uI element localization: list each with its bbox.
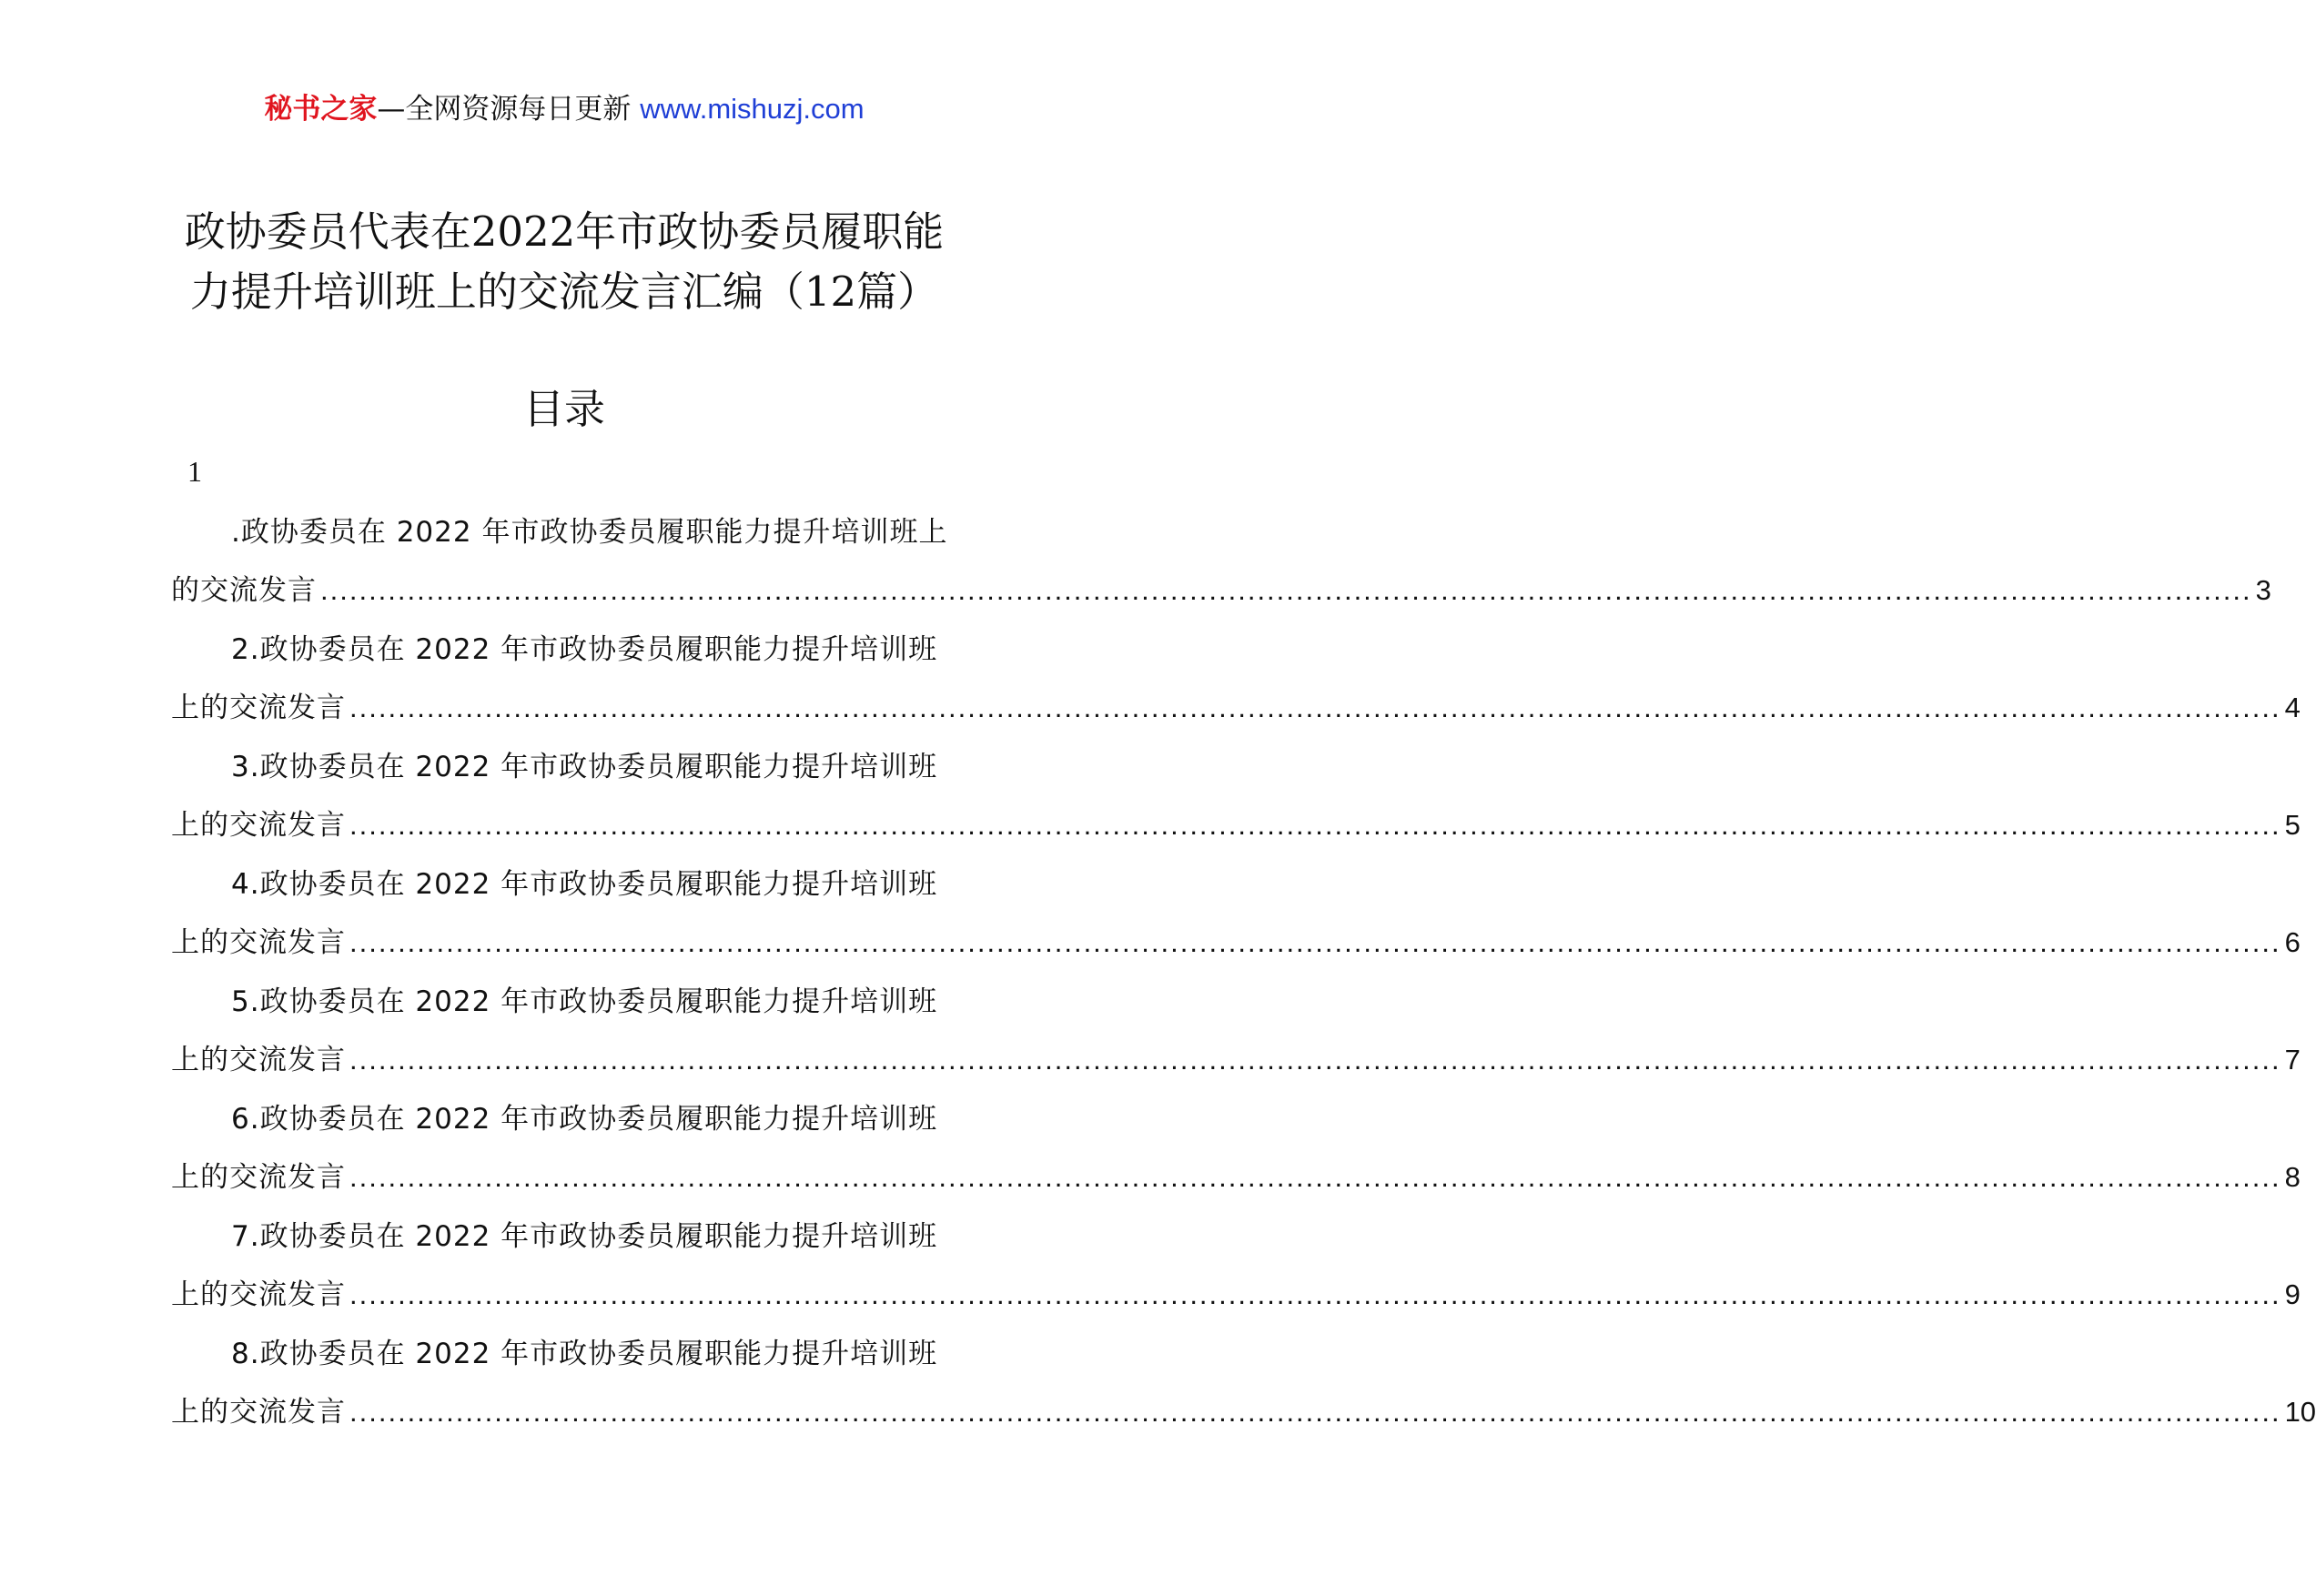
toc-page-number: 8	[2284, 1161, 2301, 1193]
toc-dot-leader: ........................................................................................................................................................................................................	[349, 692, 2281, 723]
toc-entry-title-line2	[171, 679, 2301, 737]
toc-page-number: 3	[2255, 574, 2271, 606]
site-url-link[interactable]: www.mishuzj.com	[640, 93, 865, 125]
title-line-1: 政协委员代表在2022年市政协委员履职能	[184, 207, 945, 256]
toc-dot-leader: ........................................................................................................................................................................................................	[349, 1161, 2281, 1193]
toc-dot-leader: ........................................................................................................................................................................................................	[320, 574, 2252, 606]
toc-page-number: 10	[2284, 1396, 2316, 1428]
toc-entry-title-line2	[171, 1266, 2301, 1324]
header-tagline: —全网资源每日更新	[377, 93, 632, 126]
toc-entry[interactable]	[171, 503, 2271, 621]
toc-entry-title-line1: 8.政协委员在 2022 年市政协委员履职能力提升培训班	[231, 1338, 938, 1370]
toc-entry-title-line1: .政协委员在 2022 年市政协委员履职能力提升培训班上	[231, 516, 948, 549]
toc-entry-title-tail: 上的交流发言	[171, 1044, 346, 1076]
toc-entry-title-line1: 2.政协委员在 2022 年市政协委员履职能力提升培训班	[231, 633, 938, 666]
toc-entry-title-line2	[171, 561, 2271, 620]
title-line-2: 力提升培训班上的交流发言汇编（12篇）	[189, 268, 939, 316]
table-of-contents	[171, 503, 2316, 1442]
toc-stray-number: 1	[187, 455, 202, 488]
toc-entry[interactable]	[171, 738, 2301, 855]
toc-entry[interactable]	[171, 1325, 2316, 1442]
toc-entry-title-line2	[171, 796, 2301, 854]
toc-dot-leader: ........................................................................................................................................................................................................	[349, 926, 2281, 958]
toc-entry[interactable]	[171, 973, 2301, 1090]
document-title	[137, 202, 992, 322]
toc-entry-title-line2	[171, 1383, 2316, 1441]
toc-page-number: 6	[2284, 926, 2301, 958]
toc-dot-leader: ........................................................................................................................................................................................................	[349, 1396, 2281, 1428]
toc-dot-leader: ........................................................................................................................................................................................................	[349, 1044, 2281, 1076]
toc-entry-title-tail: 上的交流发言	[171, 926, 346, 959]
site-header	[0, 89, 1128, 129]
toc-entry-title-tail: 上的交流发言	[171, 809, 346, 842]
toc-entry-title-line1: 6.政协委员在 2022 年市政协委员履职能力提升培训班	[231, 1103, 938, 1136]
toc-entry-title-tail: 上的交流发言	[171, 1161, 346, 1194]
brand-name: 秘书之家	[264, 93, 378, 126]
toc-entry[interactable]	[171, 1090, 2301, 1207]
toc-entry-title-line1: 5.政协委员在 2022 年市政协委员履职能力提升培训班	[231, 985, 938, 1018]
toc-entry-title-line1: 3.政协委员在 2022 年市政协委员履职能力提升培训班	[231, 751, 938, 783]
toc-heading: 目录	[522, 385, 605, 433]
toc-dot-leader: ........................................................................................................................................................................................................	[349, 1278, 2281, 1310]
toc-entry-title-tail: 上的交流发言	[171, 692, 346, 724]
toc-entry[interactable]	[171, 1207, 2301, 1325]
toc-page-number: 9	[2284, 1278, 2301, 1310]
toc-entry-title-tail: 上的交流发言	[171, 1278, 346, 1311]
toc-entry[interactable]	[171, 621, 2301, 738]
toc-entry-title-line2	[171, 1148, 2301, 1207]
toc-dot-leader: ........................................................................................................................................................................................................	[349, 809, 2281, 841]
toc-entry-title-line2	[171, 914, 2301, 972]
toc-entry-title-tail: 的交流发言	[171, 574, 317, 607]
toc-entry-title-line1: 7.政协委员在 2022 年市政协委员履职能力提升培训班	[231, 1220, 938, 1253]
toc-entry-title-tail: 上的交流发言	[171, 1396, 346, 1429]
toc-entry-title-line1: 4.政协委员在 2022 年市政协委员履职能力提升培训班	[231, 868, 938, 901]
toc-page-number: 7	[2284, 1044, 2301, 1076]
toc-page-number: 4	[2284, 692, 2301, 723]
toc-entry[interactable]	[171, 855, 2301, 973]
toc-page-number: 5	[2284, 809, 2301, 841]
toc-entry-title-line2	[171, 1031, 2301, 1089]
